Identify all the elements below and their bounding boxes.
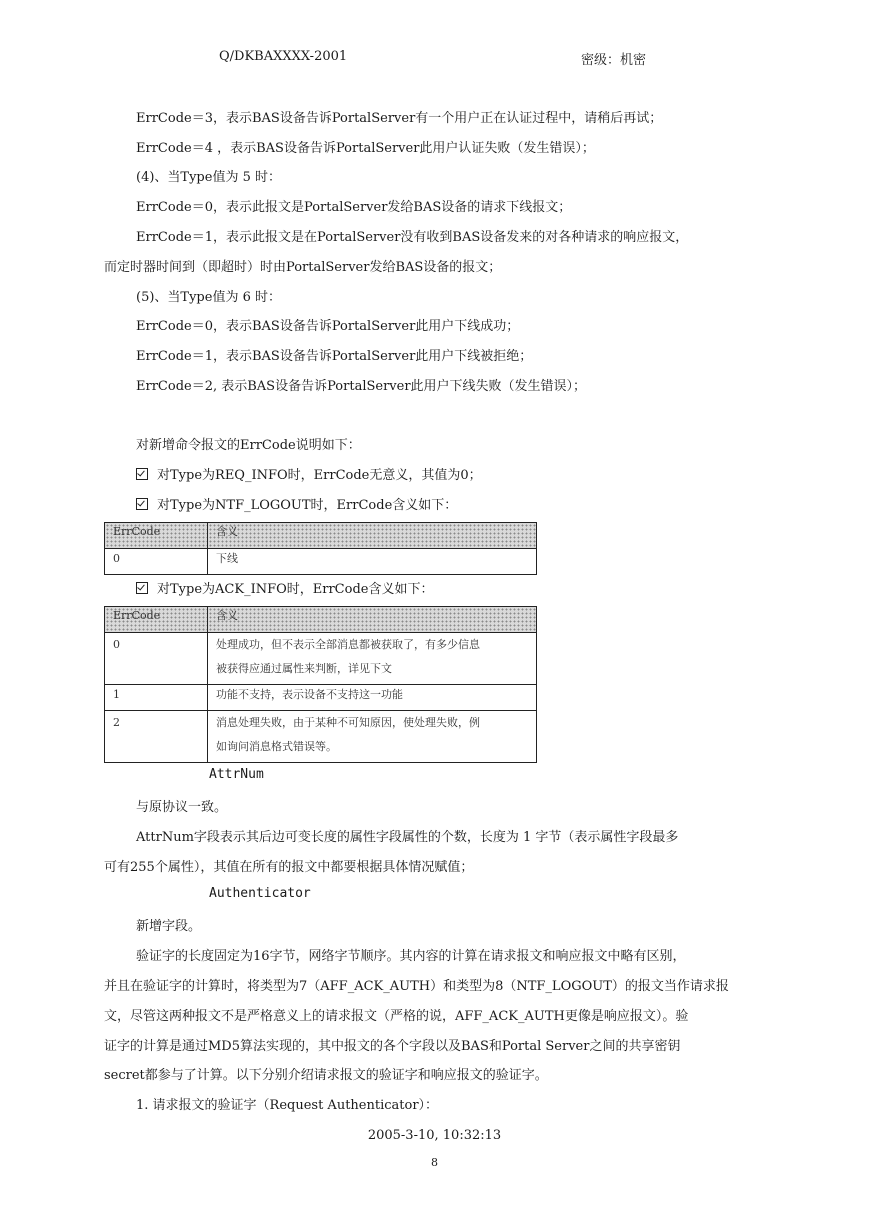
text-line: 而定时器时间到（即超时）时由PortalServer发给BAS设备的报文； <box>104 260 502 275</box>
checkbox-checked-icon <box>136 468 148 480</box>
table-header-cell: 含义 <box>208 607 537 633</box>
text-line: 并且在验证字的计算时，将类型为7（AFF_ACK_AUTH）和类型为8（NTF_LOGOUT）的报文当作请求报 <box>104 979 729 994</box>
checklist-item-text: 对Type为REQ_INFO时，ErrCode无意义，其值为0； <box>157 468 482 483</box>
numbered-item: 1. 请求报文的验证字（Request Authenticator）： <box>136 1098 439 1113</box>
table-header-cell: ErrCode <box>105 523 208 549</box>
document-code: Q/DKBAXXXX-2001 <box>219 49 348 64</box>
text-line: secret都参与了计算。以下分别介绍请求报文的验证字和响应报文的验证字。 <box>104 1068 548 1083</box>
text-line: ErrCode＝1，表示BAS设备告诉PortalServer此用户下线被拒绝； <box>136 349 533 364</box>
table-cell-line: 消息处理失败，由于某种不可知原因，使处理失败，例 <box>216 716 480 729</box>
table-cell: 0 <box>105 633 208 685</box>
authenticator-heading: Authenticator <box>209 886 311 901</box>
ack-info-errcode-table <box>104 606 537 763</box>
checklist-item-text: 对Type为ACK_INFO时，ErrCode含义如下： <box>157 582 434 597</box>
table-cell-line: 处理成功，但不表示全部消息都被获取了，有多少信息 <box>216 638 480 651</box>
table-header-cell: ErrCode <box>105 607 208 633</box>
checklist-item <box>136 578 433 597</box>
checkbox-checked-icon <box>136 498 148 510</box>
text-line: ErrCode＝0，表示BAS设备告诉PortalServer此用户下线成功； <box>136 319 520 334</box>
table-row <box>105 685 537 711</box>
text-line: ErrCode＝4 ，表示BAS设备告诉PortalServer此用户认证失败（发生错误）； <box>136 141 595 156</box>
footer-date: 2005-3-10, 10:32:13 <box>367 1128 502 1143</box>
page-number: 8 <box>431 1156 438 1169</box>
table-cell-line: 被获得应通过属性来判断，详见下文 <box>216 662 392 675</box>
text-line: 验证字的长度固定为16字节，网络字节顺序。其内容的计算在请求报文和响应报文中略有区别， <box>136 949 686 964</box>
checklist-item <box>136 494 457 513</box>
table-header-cell: 含义 <box>208 523 537 549</box>
text-line: (4)、当Type值为 5 时： <box>136 170 281 185</box>
text-line: (5)、当Type值为 6 时： <box>136 290 281 305</box>
security-level: 密级：机密 <box>581 53 647 68</box>
table-cell: 2 <box>105 711 208 763</box>
attrnum-heading: AttrNum <box>209 767 264 782</box>
table-header-row <box>105 607 537 633</box>
text-line: ErrCode＝2, 表示BAS设备告诉PortalServer此用户下线失败（发生错误）； <box>136 379 587 394</box>
table-cell: 1 <box>105 685 208 711</box>
table-cell: 0 <box>105 549 208 575</box>
text-line: 可有255个属性），其值在所有的报文中都要根据具体情况赋值； <box>104 860 474 875</box>
checklist-item-text: 对Type为NTF_LOGOUT时，ErrCode含义如下： <box>157 498 458 513</box>
table-row <box>105 549 537 575</box>
text-line: 证字的计算是通过MD5算法实现的，其中报文的各个字段以及BAS和Portal Server之间的共享密钥 <box>104 1039 681 1054</box>
text-line: AttrNum字段表示其后边可变长度的属性字段属性的个数，长度为 1 字节（表示属性字段最多 <box>136 830 679 845</box>
table-row <box>105 711 537 763</box>
text-line: 与原协议一致。 <box>136 800 228 815</box>
table-header-row <box>105 523 537 549</box>
ntf-logout-errcode-table <box>104 522 537 575</box>
table-cell <box>208 633 537 685</box>
table-cell: 功能不支持，表示设备不支持这一功能 <box>208 685 537 711</box>
table-cell <box>208 711 537 763</box>
text-line: ErrCode＝3，表示BAS设备告诉PortalServer有一个用户正在认证过程中，请稍后再试； <box>136 111 663 126</box>
text-line: ErrCode＝1，表示此报文是在PortalServer没有收到BAS设备发来的对各种请求的响应报文， <box>136 230 689 245</box>
table-row <box>105 633 537 685</box>
text-line: 文，尽管这两种报文不是严格意义上的请求报文（严格的说，AFF_ACK_AUTH更像是响应报文）。验 <box>104 1009 689 1024</box>
errcode-intro: 对新增命令报文的ErrCode说明如下： <box>136 438 361 453</box>
table-cell-line: 如询问消息格式错误等。 <box>216 740 337 753</box>
checklist-item <box>136 464 482 483</box>
table-cell: 下线 <box>208 549 537 575</box>
text-line: 新增字段。 <box>136 919 202 934</box>
text-line: ErrCode＝0，表示此报文是PortalServer发给BAS设备的请求下线报文； <box>136 200 572 215</box>
checkbox-checked-icon <box>136 582 148 594</box>
